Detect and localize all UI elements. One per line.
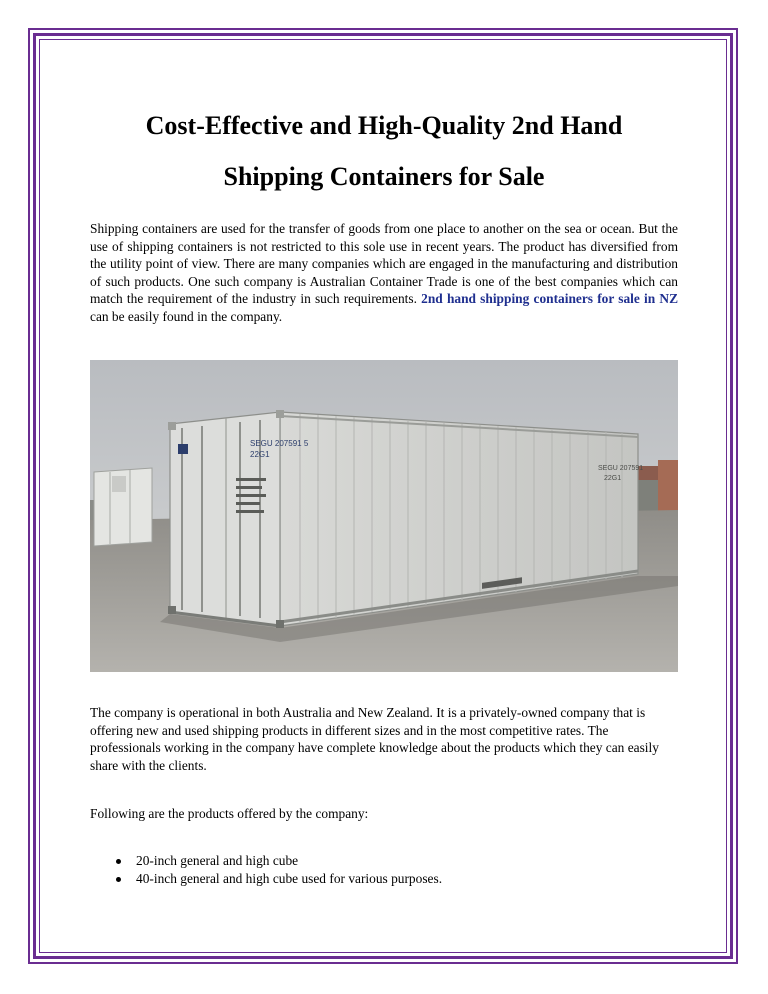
intro-text: Shipping containers are used for the transfer of goods from one place to another on the sea or ocean. But the use of shipping containers is not restricted to this sole use in recent years. The product has diversified from the utility point of view. There are many companies which are engaged in the manufacturing and distribution of such products. One such company is Australian Container Trade is one of the best companies which can match the requirement of the industry in such requirements. <box>90 221 678 307</box>
list-item-text: 20-inch general and high cube <box>136 853 299 868</box>
bullet-icon <box>116 877 121 882</box>
intro-tail-text: can be easily found in the company. <box>90 308 283 324</box>
shipping-containers-link[interactable]: 2nd hand shipping containers for sale in NZ <box>421 291 678 307</box>
company-paragraph: The company is operational in both Australia and New Zealand. It is a privately-owned company that is offering new and used shipping products in different sizes and in the most competitive rates. The professionals working in the company have complete knowledge about the products which they can easily share with the clients. <box>90 705 659 773</box>
bullet-icon <box>116 859 121 864</box>
shipping-container-photo <box>90 360 678 672</box>
list-item <box>90 870 678 888</box>
door-type-text: 22G1 <box>250 450 270 459</box>
side-code-text: SEGU 207591 <box>598 465 644 472</box>
list-item-text: 40-inch general and high cube used for various purposes. <box>136 871 443 886</box>
document-title-line-1: Cost-Effective and High-Quality 2nd Hand <box>145 111 623 140</box>
list-item <box>90 852 678 870</box>
document-title-line-2: Shipping Containers for Sale <box>223 162 545 191</box>
products-intro-paragraph: Following are the products offered by the company: <box>90 806 369 821</box>
intro-paragraph <box>90 220 678 326</box>
side-type-text: 22G1 <box>604 475 622 482</box>
door-code-text: SEGU 207591 5 <box>250 439 309 448</box>
products-list <box>90 852 678 888</box>
